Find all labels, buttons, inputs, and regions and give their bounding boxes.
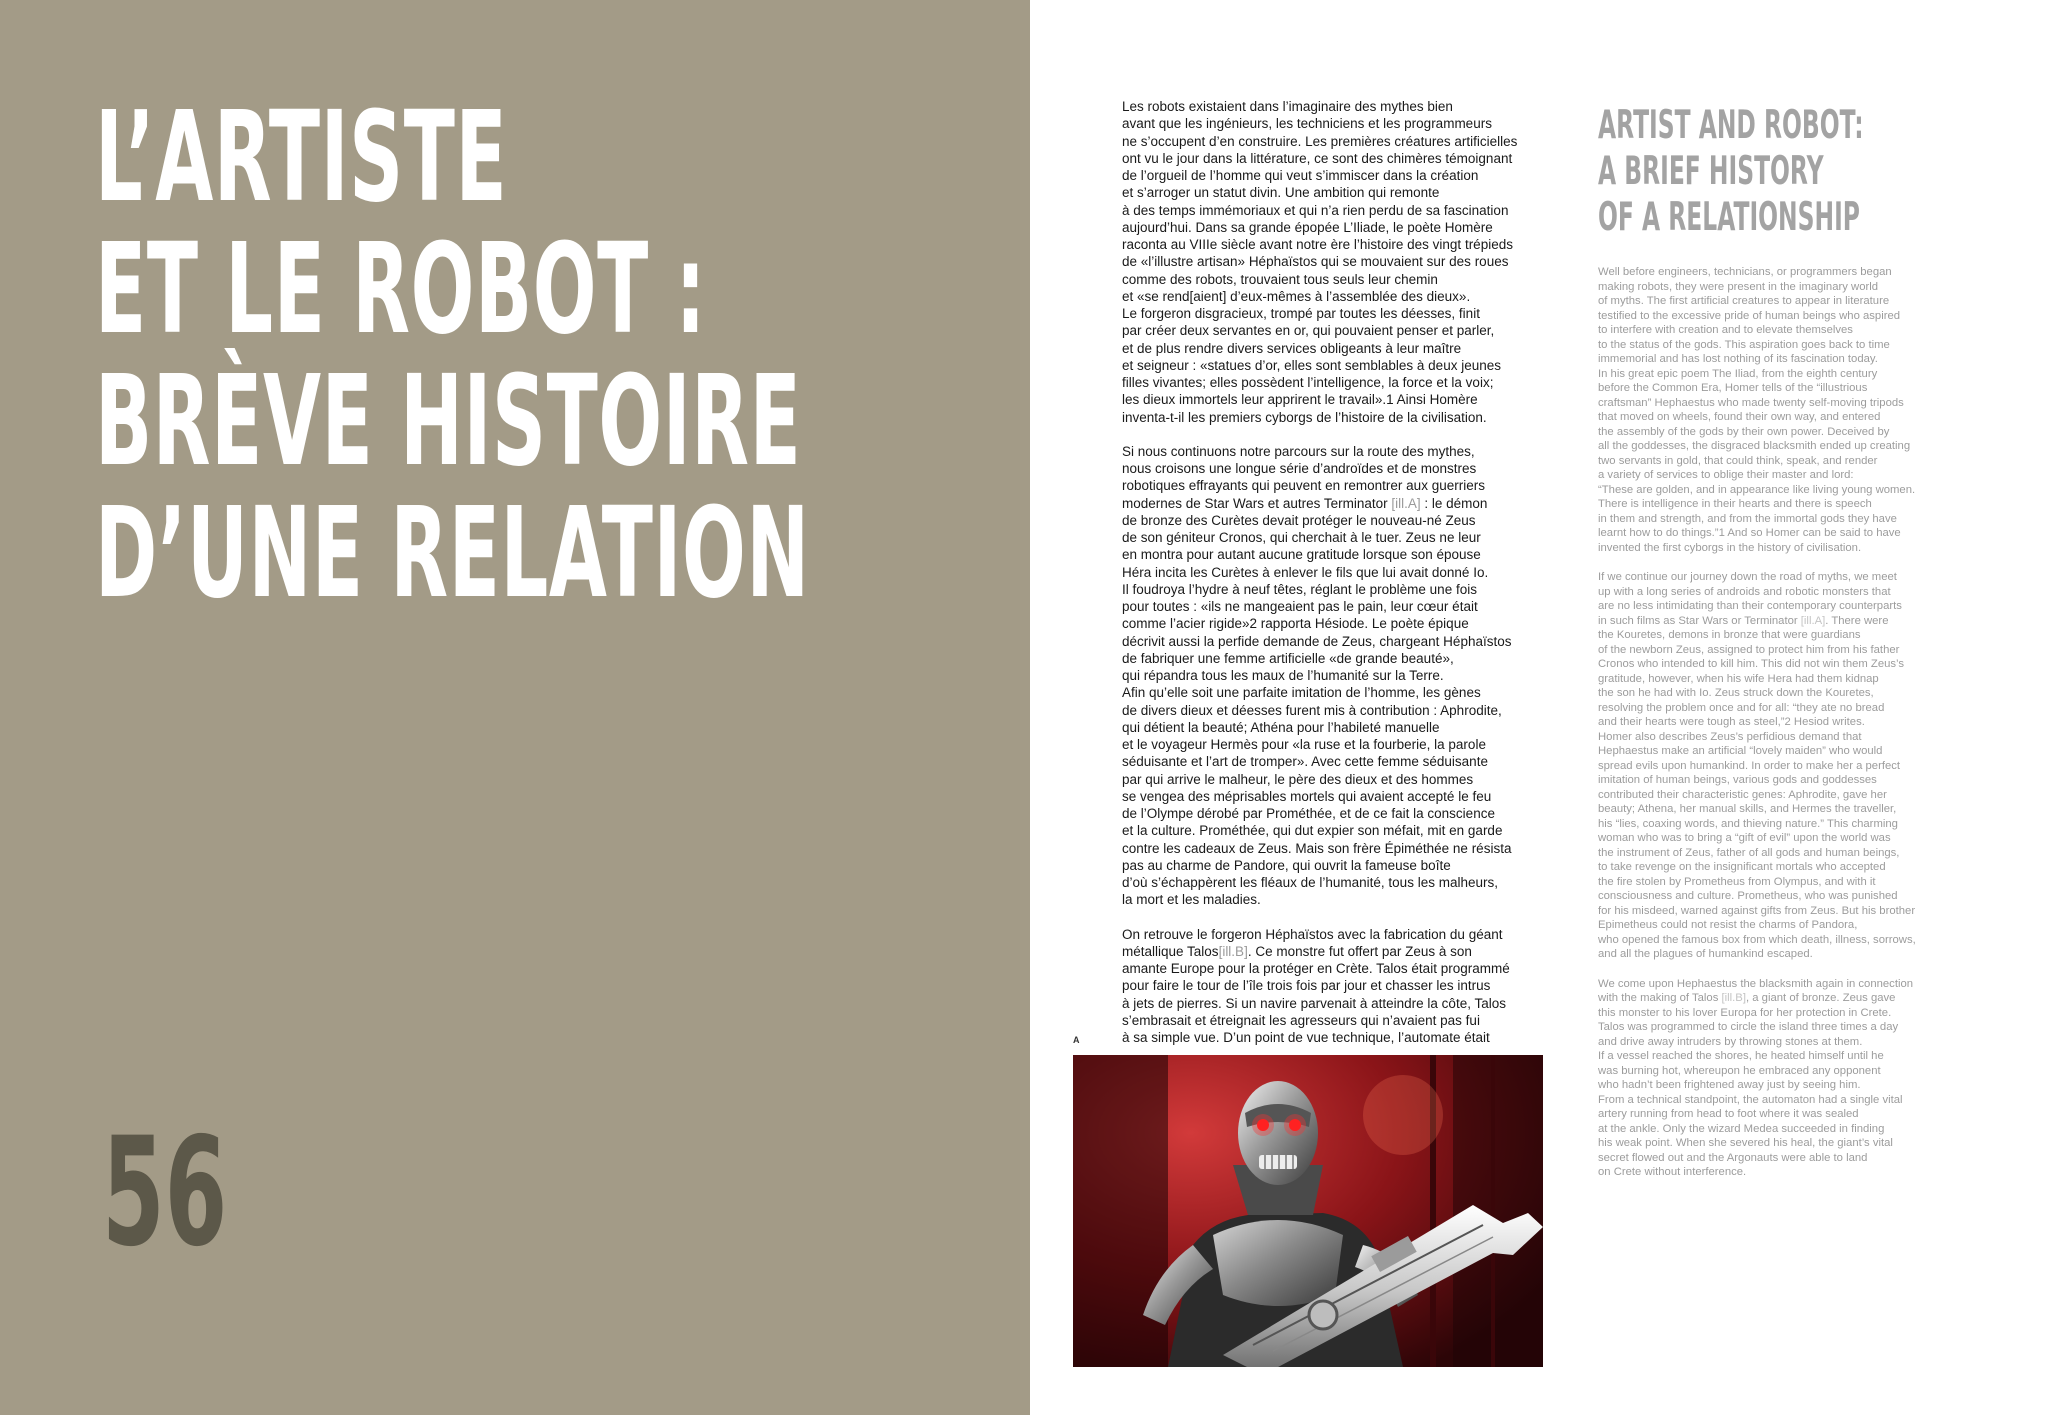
title-line: L’ARTISTE <box>95 85 508 230</box>
french-paragraph-1: Les robots existaient dans l’imaginaire des mythes bien avant que les ingénieurs, les techniciens et les programmeurs ne s’occupent d’en construire. Les premières créatures artificielles ont vu le jour dans la littérature, ce sont des chimères témoignant de l’orgueil de l’homme qui veut s’immiscer dans la création et s’arroger un statut divin. Une ambition qui remonte à des temps immémoriaux et qui n’a rien perdu de sa fascination aujourd’hui. Dans sa grande épopée L’Iliade, le poète Homère raconta au VIIIe siècle avant notre ère l’histoire des vingt trépieds de «l’illustre artisan» Héphaïstos qui se mouvaient sur des roues comme des robots, trouvaient tous seuls leur chemin et «se rend[aient] d’eux-mêmes à l’assemblée des dieux». Le forgeron disgracieux, trompé par toutes les déesses, finit par créer deux servantes en or, qui pouvaient penser et parler, et de plus rendre divers services obligeants à leur maître et seigneur : «statues d’or, elles sont semblables à deux jeunes filles vivantes; elles possèdent l’intelligence, la force et la voix; les dieux immortels leur apprirent le travail».1 Ainsi Homère inventa-t-il les premiers cyborgs de l’histoire de la civilisation. <box>1122 99 1518 425</box>
text-run: . There were the Kouretes, demons in bronze that were guardians of the newborn Zeus, assigned to protect him from his father Cronos who intended to kill him. This did not win them Zeus’s gratitude, however, when his wife Hera had them kidnap the son he had with Io. Zeus struck down the Kouretes, resolving the problem once and for all: “they ate no bread and their hearts were tough as steel,”2 Hesiod writes. Homer also describes Zeus’s perfidious demand that Hephaestus make an artificial “lovely maiden” who would spread evils upon humankind. In order to make her a perfect imitation of human beings, various gods and goddesses contributed their characteristic genes: Aphrodite, gave her beauty; Athena, her manual skills, and Hermes the traveller, his “lies, coaxing words, and thieving nature.” This charming woman who was to bring a “gift of evil” upon the world was the instrument of Zeus, father of all gods and human beings, to take revenge on the insignificant mortals who accepted the fire stolen by Prometheus from Olympus, and with it consciousness and culture. Prometheus, who was punished for his misdeed, warned against gifts from Zeus. But his brother Epimetheus could not resist the charms of Pandora, who opened the famous box from which death, illness, sorrows, and all the plagues of humankind escaped. <box>1598 614 1916 960</box>
text-run: . Ce monstre fut offert par Zeus à son amante Europe pour la protéger en Crète. Talos était programmé pour faire le tour de l’île trois fois par jour et chasser les intrus à jets de pierres. Si un navire parvenait à atteindre la côte, Talos s’embrasait et étreignait les agresseurs qui n’avaient pas fui à sa simple vue. D’un point de vue technique, l’automate était <box>1122 943 1510 1045</box>
french-body-text <box>1122 98 1552 1046</box>
french-paragraph-2 <box>1122 443 1552 909</box>
english-paragraph-1: Well before engineers, technicians, or programmers began making robots, they were present in the imaginary world of myths. The first artificial creatures to appear in literature testified to the excessive pride of human beings who aspired to interfere with creation and to elevate themselves to the status of the gods. This aspiration goes back to time immemorial and has lost nothing of its fascination today. In his great epic poem The Iliad, from the eighth century before the Common Era, Homer tells of the “illustrious craftsman” Hephaestus who made twenty self-moving tripods that moved on wheels, found their own way, and entered the assembly of the gods by their own power. Deceived by all the goddesses, the disgraced blacksmith ended up creating two servants in gold, that could think, speak, and render a variety of services to oblige their master and lord: “These are golden, and in appearance like living young women. There is intelligence in their hearts and there is speech in them and strength, and from the immortal gods they have learnt how to do things.”1 And so Homer can be said to have invented the first cyborgs in the history of civilisation. <box>1598 266 1916 554</box>
terminator-robot-image <box>1073 1055 1543 1367</box>
title-line: OF A RELATIONSHIP <box>1598 195 1860 240</box>
english-paragraph-3 <box>1598 977 1960 1180</box>
figure-label: A <box>1073 1035 1080 1045</box>
french-title <box>95 85 810 626</box>
text-run: If we continue our journey down the road of myths, we meet up with a long series of androids and robotic monsters that are no less intimidating than their contemporary counterparts in such films as Star Wars or Terminator <box>1598 571 1902 627</box>
english-paragraph-2 <box>1598 570 1960 962</box>
text-run: We come upon Hephaestus the blacksmith again in connection with the making of Talos <box>1598 977 1914 1004</box>
english-title <box>1598 103 1864 241</box>
illustration-reference: [ill.A] <box>1391 495 1421 511</box>
title-line: D’UNE RELATION <box>95 481 810 626</box>
title-line: ET LE ROBOT : <box>95 217 707 362</box>
illustration-reference: [ill.A] <box>1800 614 1826 627</box>
illustration-reference: [ill.B] <box>1218 943 1248 959</box>
illustration-reference: [ill.B] <box>1721 992 1746 1004</box>
title-line: ARTIST AND ROBOT: <box>1598 103 1864 148</box>
title-line: BRÈVE HISTOIRE <box>95 349 802 494</box>
title-line: A BRIEF HISTORY <box>1598 149 1824 194</box>
english-body-text <box>1598 265 1960 1180</box>
robot-illustration <box>1073 1055 1543 1367</box>
text-run: Si nous continuons notre parcours sur la route des mythes, nous croisons une longue série d’androïdes et de monstres robotiques effrayants qui peuvent en remontrer aux guerriers modernes de Star Wars et autres Terminator <box>1122 443 1485 511</box>
text-run: , a giant of bronze. Zeus gave this monster to his lover Europa for her protection in Crete. Talos was programmed to circle the island three times a day and drive away intruders by throwing stones at them. If a vessel reached the shores, he heated himself until he was burning hot, whereupon he embraced any opponent who hadn’t been frightened away just by seeing him. From a technical standpoint, the automaton had a single vital artery running from head to foot where it was sealed at the ankle. Only the wizard Medea succeeded in finding his weak point. When she severed his heal, the giant’s vital secret flowed out and the Argonauts were able to land on Crete without interference. <box>1598 992 1903 1178</box>
french-paragraph-3 <box>1122 926 1552 1047</box>
page-number: 56 <box>102 1106 228 1280</box>
text-run: On retrouve le forgeron Héphaïstos avec la fabrication du géant métallique Talos <box>1122 926 1503 959</box>
text-run: : le démon de bronze des Curètes devait protéger le nouveau-né Zeus de son géniteur Cronos, qui cherchait à le tuer. Zeus ne leur en montra pour autant aucune gratitude lorsque son épouse Héra incita les Curètes à enlever le fils que lui avait donné Io. Il foudroya l’hydre à neuf têtes, réglant le problème une fois pour toutes : «ils ne mangeaient pas le pain, leur cœur était comme l’acier rigide»2 rapporta Hésiode. Le poète épique décrivit aussi la perfide demande de Zeus, chargeant Héphaïstos de fabriquer une femme artificielle «de grande beauté», qui répandra tous les maux de l’humanité sur la Terre. Afin qu’elle soit une parfaite imitation de l’homme, les gènes de divers dieux et déesses furent mis à contribution : Aphrodite, qui détient la beauté; Athéna pour l’habileté manuelle et le voyageur Hermès pour «la ruse et la fourberie, la parole séduisante et l’art de tromper». Avec cette femme séduisante par qui arrive le malheur, le père des dieux et des hommes se vengea des méprisables mortels qui avaient accepté le feu de l’Olympe dérobé par Prométhée, et de ce fait la conscience et la culture. Prométhée, qui dut expier son méfait, mit en garde contre les cadeaux de Zeus. Mais son frère Épiméthée ne résista pas au charme de Pandore, qui ouvrit la fameuse boîte d’où s’échappèrent les fléaux de l’humanité, tous les malheurs, la mort et les maladies. <box>1122 495 1512 908</box>
